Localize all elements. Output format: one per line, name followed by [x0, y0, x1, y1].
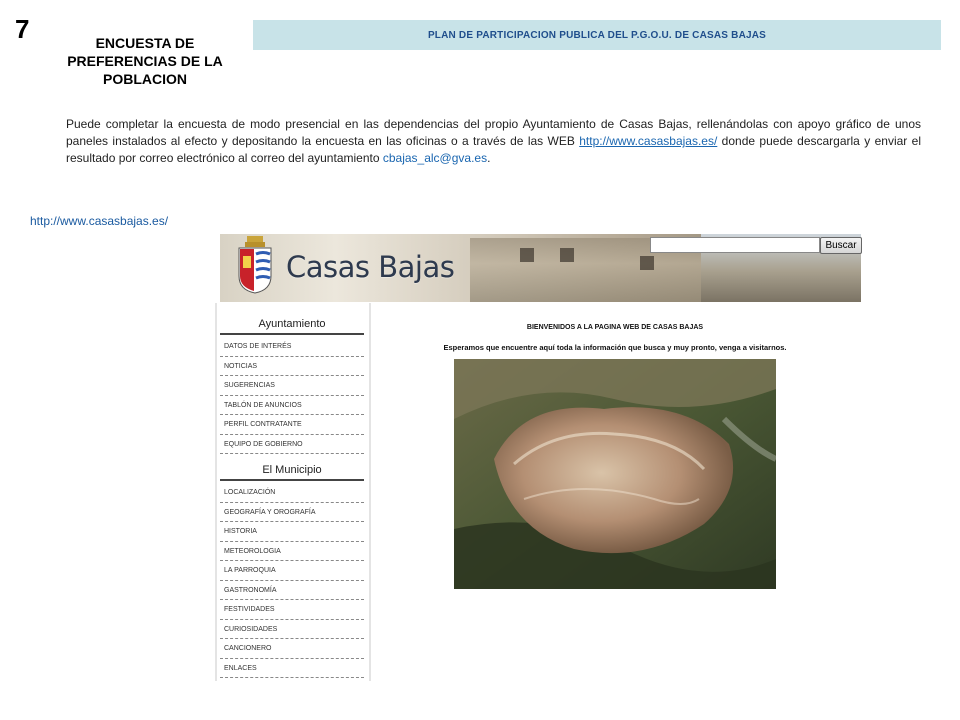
- search-input[interactable]: [650, 237, 820, 253]
- sidebar-menu-item[interactable]: ENLACES: [220, 659, 364, 679]
- town-aerial-image: [454, 359, 776, 589]
- sidebar-heading: Ayuntamiento: [220, 318, 364, 335]
- town-aerial-photo: [454, 359, 776, 589]
- slide-number: 7: [15, 14, 30, 44]
- sidebar-menu-item[interactable]: HISTORIA: [220, 522, 364, 542]
- intro-text: Puede completar la encuesta de modo presencial en las dependencias del propio Ayuntamiento de Casas Bajas, rellenándolas con apoyo gráfico de unos paneles instalados al efecto y depositando la encuesta en las oficinas o a través de las WEB: [66, 117, 921, 148]
- site-name: Casas Bajas: [286, 250, 455, 284]
- plan-banner-text: PLAN DE PARTICIPACION PUBLICA DEL P.G.O.U. DE CASAS BAJAS: [427, 29, 767, 41]
- welcome-heading: BIENVENIDOS A LA PAGINA WEB DE CASAS BAJAS: [526, 324, 704, 331]
- sidebar-heading: El Municipio: [220, 464, 364, 481]
- sidebar-menu-item[interactable]: DATOS DE INTERÉS: [220, 337, 364, 357]
- sidebar-menu-item[interactable]: GEOGRAFÍA Y OROGRAFÍA: [220, 503, 364, 523]
- site-url-label: http://www.casasbajas.es/: [30, 214, 169, 228]
- sidebar-menu-item[interactable]: LA PARROQUIA: [220, 561, 364, 581]
- sidebar-menu-item[interactable]: CURIOSIDADES: [220, 620, 364, 640]
- sidebar-menu-item[interactable]: SUGERENCIAS: [220, 376, 364, 396]
- email-address: cbajas_alc@gva.es: [382, 151, 488, 165]
- intro-end: .: [487, 151, 491, 165]
- sidebar-menu-item[interactable]: LOCALIZACIÓN: [220, 483, 364, 503]
- sidebar-menu-item[interactable]: NOTICIAS: [220, 357, 364, 377]
- sidebar-menu-item[interactable]: TABLÓN DE ANUNCIOS: [220, 396, 364, 416]
- sidebar-menu-item[interactable]: CANCIONERO: [220, 639, 364, 659]
- plan-banner: [253, 20, 941, 50]
- sidebar-menu-item[interactable]: FESTIVIDADES: [220, 600, 364, 620]
- town-crest-icon: [237, 236, 273, 294]
- sidebar-menu-item[interactable]: EQUIPO DE GOBIERNO: [220, 435, 364, 455]
- website-link[interactable]: http://www.casasbajas.es/: [579, 134, 718, 148]
- welcome-subtitle: Esperamos que encuentre aquí toda la información que busca y muy pronto, venga a visitarnos.: [443, 343, 787, 352]
- slide-title: ENCUESTA DE PREFERENCIAS DE LA POBLACION: [67, 35, 223, 87]
- sidebar-menu-item[interactable]: GASTRONOMÍA: [220, 581, 364, 601]
- sidebar-menu-item[interactable]: METEOROLOGIA: [220, 542, 364, 562]
- sidebar-menu-item[interactable]: PERFIL CONTRATANTE: [220, 415, 364, 435]
- intro-text-continued: donde puede descargarla y enviar el resultado por correo electrónico al correo del ayuntamiento: [66, 134, 921, 165]
- search-button[interactable]: Buscar: [820, 237, 862, 254]
- intro-paragraph: [66, 116, 921, 167]
